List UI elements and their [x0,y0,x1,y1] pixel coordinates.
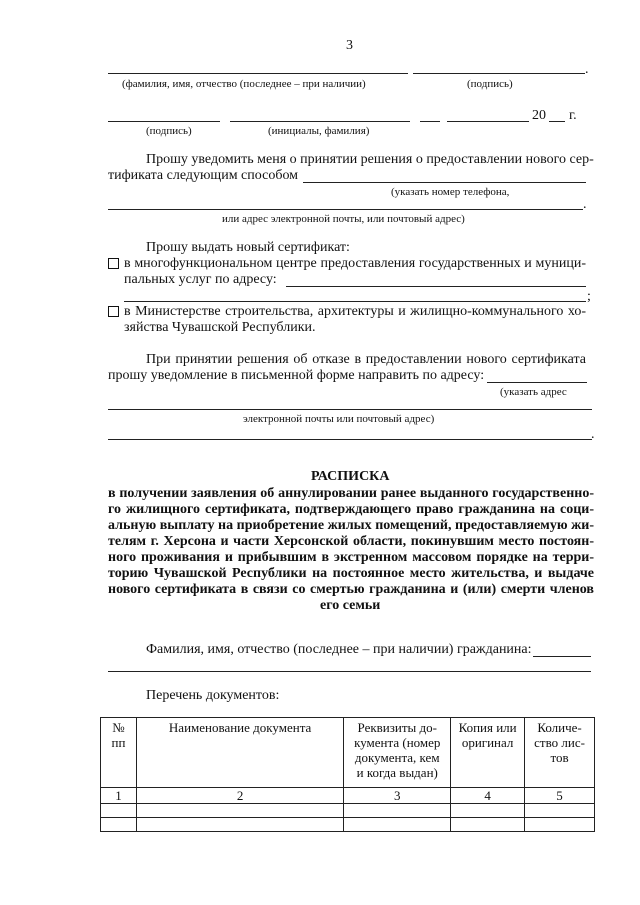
refusal-line1: При принятии решения об отказе в предоставлении нового сертификата [146,352,586,367]
date-month-line [447,121,529,122]
initials-line [230,121,410,122]
option-mfc-line1: в многофункциональном центре предоставления государственных и муници- [124,256,586,271]
table-cell: 2 [136,788,343,804]
notify-hint-2: или адрес электронной почты, или почтовый адрес) [222,213,465,225]
notify-text-line1: Прошу уведомить меня о принятии решения о предоставлении нового сер- [146,152,594,167]
option-ministry-line2: зяйства Чувашской Республики. [124,320,316,335]
documents-label: Перечень документов: [146,688,280,703]
documents-table [100,717,595,832]
issue-title: Прошу выдать новый сертификат: [146,240,350,255]
receipt-text-line: ного проживания и прибывшим в экстренном массовом порядке на терри- [108,550,594,565]
citizen-fio-label: Фамилия, имя, отчество (последнее – при наличии) гражданина: [146,642,532,657]
table-cell[interactable] [451,818,525,832]
end-dot: . [583,197,587,212]
initials-caption: (инициалы, фамилия) [268,125,370,137]
table-cell[interactable] [451,804,525,818]
table-cell[interactable] [525,804,595,818]
table-numbering-row [101,788,595,804]
notify-hint-1: (указать номер телефона, [391,186,510,198]
table-cell: 5 [525,788,595,804]
receipt-text-line: нового сертификата в связи со смертью гражданина и (или) смерти членов [108,582,594,597]
header-sheet-count: Количе- ство лис- тов [525,718,595,788]
signature-caption: (подпись) [467,78,513,90]
table-cell[interactable] [136,804,343,818]
receipt-text-line: го жилищного сертификата, подтверждающего право гражданина на соци- [108,502,594,517]
table-cell[interactable] [101,818,137,832]
notify-method-line-2 [108,209,583,210]
mfc-address-line [286,286,586,287]
receipt-title: РАСПИСКА [311,469,390,484]
refusal-hint-2: электронной почты или почтовый адрес) [243,413,435,425]
fio-caption: (фамилия, имя, отчество (последнее – при наличии) [122,78,366,90]
refusal-line2: прошу уведомление в письменной форме направить по адресу: [108,368,485,383]
table-cell[interactable] [344,804,451,818]
citizen-fio-line [533,656,591,657]
signature-line [413,73,585,74]
year-suffix: г. [569,108,577,123]
receipt-text-line: альную выплату на приобретение жилых помещений, предоставляемую жи- [108,518,594,533]
option-mfc-line2: пальных услуг по адресу: [124,272,277,287]
header-document-details: Реквизиты до- кумента (номер документа, кем и когда выдан) [344,718,451,788]
table-row [101,818,595,832]
header-document-name: Наименование документа [136,718,343,788]
notify-method-line [303,182,586,183]
date-day-line [420,121,440,122]
table-cell: 1 [101,788,137,804]
table-cell[interactable] [136,818,343,832]
header-copy-or-original: Копия или оригинал [451,718,525,788]
year-line [549,121,565,122]
refusal-address-line [487,382,587,383]
refusal-hint-1: (указать адрес [500,386,567,398]
end-dot: . [591,427,595,442]
signature-caption-2: (подпись) [146,125,192,137]
mfc-checkbox[interactable] [108,258,119,269]
option-ministry-line1: в Министерстве строительства, архитектуры и жилищно-коммунального хо- [124,304,586,319]
receipt-text-line: торию Чувашской Республики на постоянное место жительства, и выдаче [108,566,594,581]
table-cell[interactable] [525,818,595,832]
header-number: № пп [101,718,137,788]
receipt-text-line: телям г. Херсона и части Херсонской области, покинувшим место постоян- [108,534,594,549]
table-header-row [101,718,595,788]
receipt-text-last-line: его семьи [320,598,381,613]
notify-text-line2: тификата следующим способом [108,168,299,183]
mfc-address-line-2 [124,301,586,302]
receipt-text-line: в получении заявления об аннулировании ранее выданного государственно- [108,486,594,501]
page-number: 3 [346,38,353,53]
refusal-address-line-3 [108,439,592,440]
table-cell: 4 [451,788,525,804]
table-cell: 3 [344,788,451,804]
citizen-fio-line-2 [108,671,591,672]
table-row [101,804,595,818]
signature-line-2 [108,121,220,122]
table-cell[interactable] [101,804,137,818]
fio-signature-line [108,73,408,74]
ministry-checkbox[interactable] [108,306,119,317]
table-cell[interactable] [344,818,451,832]
end-dot: . [585,62,589,77]
refusal-address-line-2 [108,409,592,410]
semicolon: ; [587,289,591,304]
year-prefix: 20 [532,108,546,123]
